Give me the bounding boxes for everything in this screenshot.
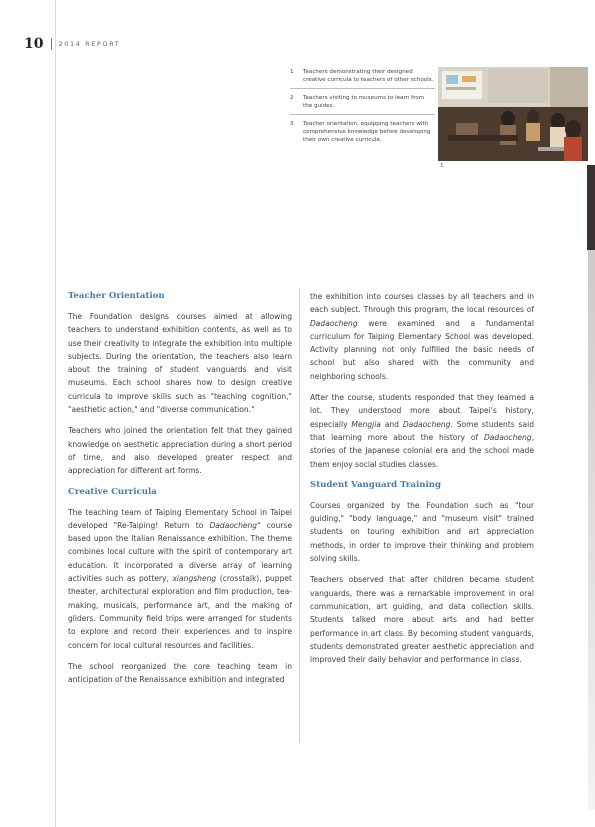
- text-run: (crosstalk), puppet theater, architectural exploration and film production, tea-making, musicals, performance art, and the making of gliders. Community field trips were arranged for students to explore and record their experiences and to inspire concern for local cultural resources and facilities.: [68, 574, 292, 650]
- report-label: 2014 REPORT: [58, 40, 121, 48]
- page-header: [24, 36, 120, 52]
- section-title-creative-curricula: Creative Curricula: [68, 486, 157, 497]
- caption-item: [290, 92, 435, 115]
- text-run: , stories of the Japanese colonial era and the school made them enjoy social studies classes.: [310, 432, 534, 469]
- section-title-teacher-orientation: Teacher Orientation: [68, 291, 165, 301]
- section-title-student-vanguard: Student Vanguard Training: [310, 479, 442, 490]
- italic-text: Dadaocheng: [310, 318, 358, 328]
- italic-text: Mengjia: [351, 419, 381, 429]
- caption-text: Teachers demonstrating their designed creative curricula to teachers of other schools.: [303, 69, 434, 83]
- paragraph: Courses organized by the Foundation such as "tour guiding," "body language," and "museum visit" trained students on touring exhibition and art appreciation methods, in order to improve their thinking and problem solving skills.: [310, 500, 534, 564]
- paragraph: [68, 506, 292, 652]
- paragraph: Teachers observed that after children became student vanguards, there was a remarkable improvement in oral communication, art guiding, and data collection skills. Students talked more about arts and had better performance in art class. By becoming student vanguards, students demonstrated greater aesthetic appreciation and improved their daily behavior and performance in class.: [310, 575, 534, 665]
- right-column: [310, 290, 534, 674]
- paragraph: [310, 391, 534, 471]
- caption-text: Teacher orientation, equipping teachers with comprehensive knowledge before developing their own creative curricula.: [303, 121, 431, 143]
- text-run: After the course, students responded that they learned a lot. They understood more about Taipei's history, especially: [310, 393, 534, 429]
- margin-rule: [55, 0, 56, 827]
- paragraph: Teachers who joined the orientation felt that they gained knowledge on aesthetic appreciation during a short period of time, and also developed greater respect and appreciation for different art forms.: [68, 426, 292, 476]
- page-number: 10: [24, 36, 44, 52]
- text-run: the exhibition into courses classes by all teachers and in each subject. Through this program, the local resources of: [310, 292, 534, 315]
- text-run: The teaching team of Taiping Elementary School in Taipei developed "Re-Taiping! Return to: [68, 507, 292, 530]
- caption-number: 3: [290, 121, 294, 127]
- adjacent-page-edge: [587, 165, 595, 250]
- paragraph: [310, 290, 534, 383]
- classroom-photo: [438, 67, 588, 161]
- classroom-photo-image: [438, 67, 588, 161]
- photo-number: 1: [440, 163, 444, 169]
- column-divider: [299, 288, 300, 743]
- caption-item: [290, 118, 435, 148]
- italic-text: xiangsheng: [172, 574, 217, 584]
- text-run: were examined and a fundamental curriculum for Taiping Elementary School was developed. Activity planning not only fulfilled the basic needs of school but also shared with the community and neighboring schools.: [310, 318, 534, 381]
- text-run: and: [380, 419, 403, 429]
- paragraph: The school reorganized the core teaching team in anticipation of the Renaissance exhibition and integrated: [68, 661, 292, 685]
- photo-captions: [290, 66, 435, 151]
- italic-text: Dadaocheng: [402, 419, 451, 429]
- italic-text: Dadaocheng: [209, 520, 258, 530]
- caption-text: Teachers visiting to museums to learn from the guides.: [303, 95, 425, 109]
- text-run: " course based upon the Italian Renaissance exhibition. The theme combines local culture with the spirit of contemporary art education. It incorporated a diverse array of learning activities such as pottery,: [68, 520, 292, 584]
- caption-item: [290, 66, 435, 89]
- caption-number: 1: [290, 69, 294, 75]
- left-column: [68, 290, 292, 694]
- adjacent-page-shadow: [588, 250, 595, 810]
- italic-text: Dadaocheng: [483, 432, 532, 442]
- caption-number: 2: [290, 95, 294, 101]
- text-run: . Some students said that learning more about the history of: [310, 419, 534, 442]
- paragraph: The Foundation designs courses aimed at allowing teachers to understand exhibition contents, as well as to use their creativity to integrate the exhibition into multiple subjects. During the orientation, the teachers also learn about the training of student vanguards and visit museums. Each school shares how to design creative curricula to improve skills such as "teaching cognition," "aesthetic action," and "diverse communication.": [68, 312, 292, 415]
- header-separator: [51, 38, 52, 50]
